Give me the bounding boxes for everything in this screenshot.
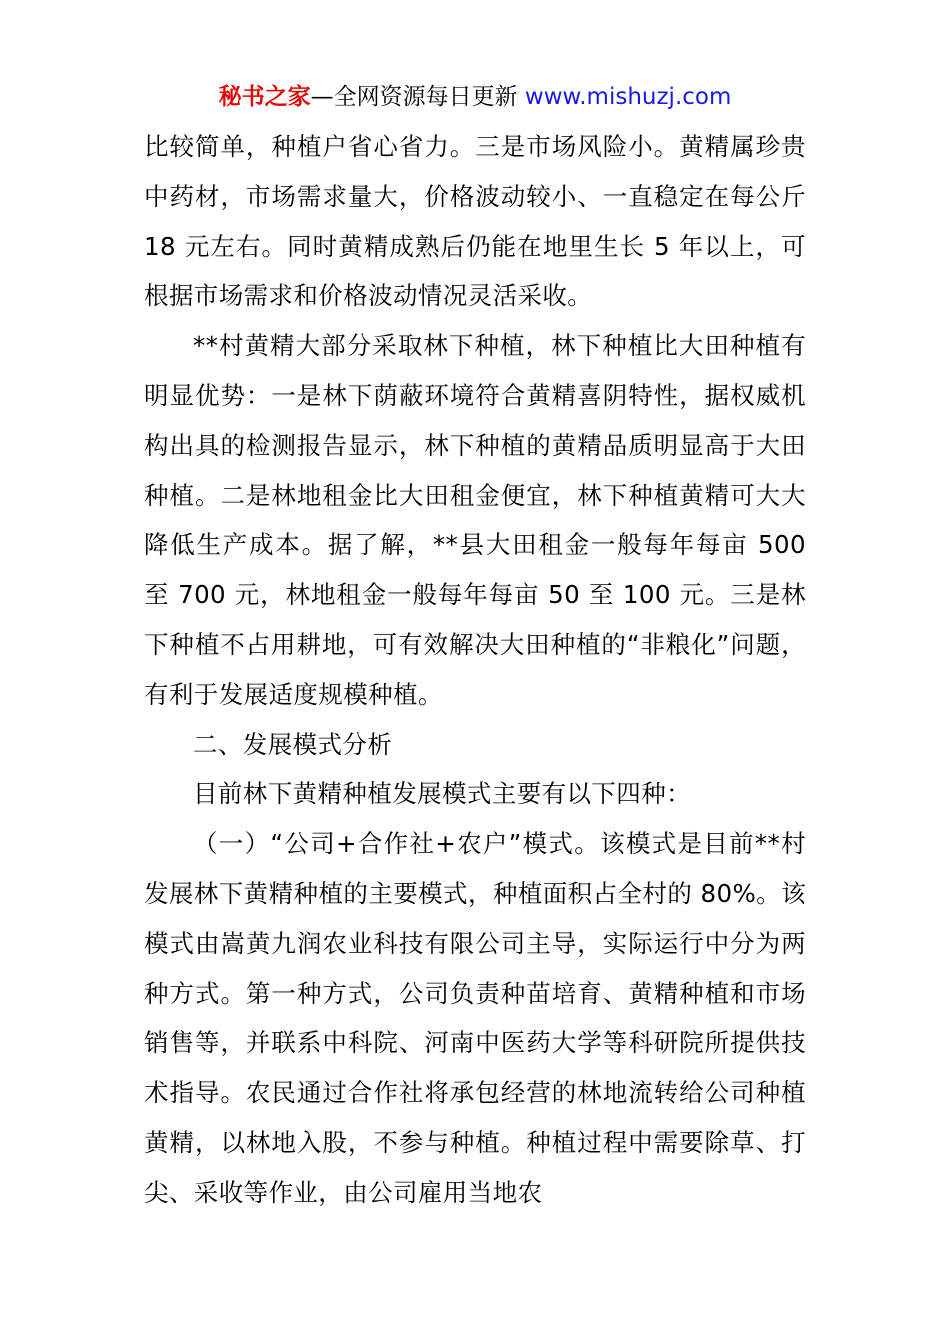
header-url-link[interactable]: www.mishuzj.com — [524, 84, 732, 110]
document-body — [144, 122, 806, 1218]
section-heading: 二、发展模式分析 — [193, 729, 393, 759]
paragraph-forest-advantages: **村黄精大部分采取林下种植，林下种植比大田种植有明显优势：一是林下荫蔽环境符合黄精喜阴特性，据权威机构出具的检测报告显示，林下种植的黄精品质明显高于大田种植。二是林地租金比大田租金便宜，林下种植黄精可大大降低生产成本。据了解，**县大田租金一般每年每亩 500 至 700 元，林地租金一般每年每亩 50 至 100 元。三是林下种植不占用耕地，可有效解决大田种植的“非粮化”问题，有利于发展适度规模种植。 — [144, 331, 806, 709]
paragraph-intro-models: 目前林下黄精种植发展模式主要有以下四种： — [193, 779, 691, 809]
paragraph-continuation: 比较简单，种植户省心省力。三是市场风险小。黄精属珍贵中药材，市场需求量大，价格波动较小、一直稳定在每公斤 18 元左右。同时黄精成熟后仍能在地里生长 5 年以上，可根据市场需求和价格波动情况灵活采收。 — [144, 132, 806, 311]
header-tagline: —全网资源每日更新 — [310, 84, 525, 110]
paragraph-model-one: （一）“公司+合作社+农户”模式。该模式是目前**村发展林下黄精种植的主要模式，种植面积占全村的 80%。该模式由嵩黄九润农业科技有限公司主导，实际运行中分为两种方式。第一种方式，公司负责种苗培育、黄精种植和市场销售等，并联系中科院、河南中医药大学等科研院所提供技术指导。农民通过合作社将承包经营的林地流转给公司种植黄精，以林地入股，不参与种植。种植过程中需要除草、打尖、采收等作业，由公司雇用当地农 — [144, 829, 806, 1207]
header-brand: 秘书之家 — [218, 84, 311, 110]
page-header — [0, 80, 950, 114]
